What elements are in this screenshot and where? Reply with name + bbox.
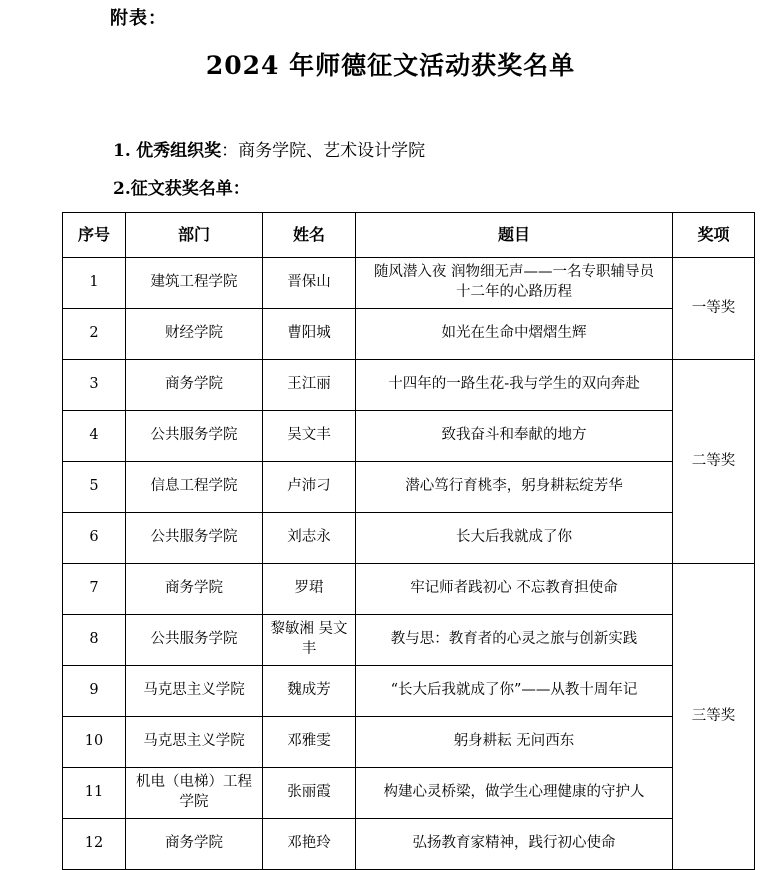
cell-no: 2 <box>63 309 126 360</box>
cell-dept: 商务学院 <box>126 819 263 870</box>
cell-title: 构建心灵桥梁，做学生心理健康的守护人 <box>356 768 673 819</box>
cell-title: 教与思：教育者的心灵之旅与创新实践 <box>356 615 673 666</box>
table-row <box>63 768 755 819</box>
cell-title-line: 随风潜入夜 润物细无声——一名专职辅导员 <box>373 264 655 281</box>
cell-dept: 公共服务学院 <box>126 513 263 564</box>
section-1-bold: 优秀组织奖 <box>136 141 222 161</box>
cell-dept: 公共服务学院 <box>126 411 263 462</box>
header-title: 题目 <box>356 213 673 258</box>
cell-name: 王江丽 <box>263 360 356 411</box>
header-no: 序号 <box>63 213 126 258</box>
cell-no: 1 <box>63 258 126 309</box>
cell-no: 9 <box>63 666 126 717</box>
cell-name: 曹阳城 <box>263 309 356 360</box>
cell-name: 邓雅雯 <box>263 717 356 768</box>
cell-no: 12 <box>63 819 126 870</box>
table-header-row <box>63 213 755 258</box>
cell-title: 潜心笃行育桃李，躬身耕耘绽芳华 <box>356 462 673 513</box>
table-row <box>63 360 755 411</box>
section-organization-award <box>113 136 425 161</box>
cell-prize: 二等奖 <box>673 360 755 564</box>
cell-dept: 信息工程学院 <box>126 462 263 513</box>
cell-no: 3 <box>63 360 126 411</box>
cell-name: 张丽霞 <box>263 768 356 819</box>
section-1-number: 1. <box>113 141 131 161</box>
table-row <box>63 564 755 615</box>
table-row <box>63 513 755 564</box>
cell-no: 4 <box>63 411 126 462</box>
table-row <box>63 462 755 513</box>
cell-name: 晋保山 <box>263 258 356 309</box>
cell-no: 6 <box>63 513 126 564</box>
cell-title-line: 十二年的心路历程 <box>456 284 572 300</box>
header-name: 姓名 <box>263 213 356 258</box>
cell-dept: 公共服务学院 <box>126 615 263 666</box>
award-table <box>62 212 755 870</box>
header-prize: 奖项 <box>673 213 755 258</box>
cell-name: 刘志永 <box>263 513 356 564</box>
section-winner-list-heading: 2.征文获奖名单： <box>113 179 250 199</box>
cell-dept: 商务学院 <box>126 360 263 411</box>
cell-no: 8 <box>63 615 126 666</box>
cell-prize: 三等奖 <box>673 564 755 870</box>
cell-title: “长大后我就成了你”——从教十周年记 <box>356 666 673 717</box>
cell-name: 邓艳玲 <box>263 819 356 870</box>
cell-no: 7 <box>63 564 126 615</box>
header-dept: 部门 <box>126 213 263 258</box>
cell-prize: 一等奖 <box>673 258 755 360</box>
table-row <box>63 615 755 666</box>
table-body <box>63 258 755 870</box>
cell-no: 5 <box>63 462 126 513</box>
page-title: 2024 年师德征文活动获奖名单 <box>205 51 576 80</box>
cell-name: 魏成芳 <box>263 666 356 717</box>
cell-title: 牢记师者践初心 不忘教育担使命 <box>356 564 673 615</box>
table-row <box>63 411 755 462</box>
cell-no: 11 <box>63 768 126 819</box>
cell-name-line: 黎敏湘 吴文 <box>270 621 348 638</box>
cell-name: 吴文丰 <box>263 411 356 462</box>
cell-title: 长大后我就成了你 <box>356 513 673 564</box>
cell-dept: 商务学院 <box>126 564 263 615</box>
table-header <box>63 213 755 258</box>
cell-no: 10 <box>63 717 126 768</box>
table-row <box>63 309 755 360</box>
cell-name-line: 丰 <box>301 641 317 657</box>
table-row <box>63 717 755 768</box>
cell-title: 弘扬教育家精神，践行初心使命 <box>356 819 673 870</box>
table-row <box>63 819 755 870</box>
cell-name: 罗珺 <box>263 564 356 615</box>
cell-title: 致我奋斗和奉献的地方 <box>356 411 673 462</box>
cell-dept: 马克思主义学院 <box>126 666 263 717</box>
cell-dept: 建筑工程学院 <box>126 258 263 309</box>
section-1-normal: ：商务学院、艺术设计学院 <box>221 141 426 161</box>
cell-name: 卢沛刁 <box>263 462 356 513</box>
table-row <box>63 666 755 717</box>
cell-title <box>356 258 673 309</box>
table-row <box>63 258 755 309</box>
cell-title: 躬身耕耘 无问西东 <box>356 717 673 768</box>
cell-dept: 财经学院 <box>126 309 263 360</box>
cell-dept: 机电（电梯）工程学院 <box>126 768 263 819</box>
attachment-label: 附表： <box>110 8 167 29</box>
cell-name <box>263 615 356 666</box>
cell-title: 如光在生命中熠熠生辉 <box>356 309 673 360</box>
cell-dept: 马克思主义学院 <box>126 717 263 768</box>
cell-title: 十四年的一路生花-我与学生的双向奔赴 <box>356 360 673 411</box>
